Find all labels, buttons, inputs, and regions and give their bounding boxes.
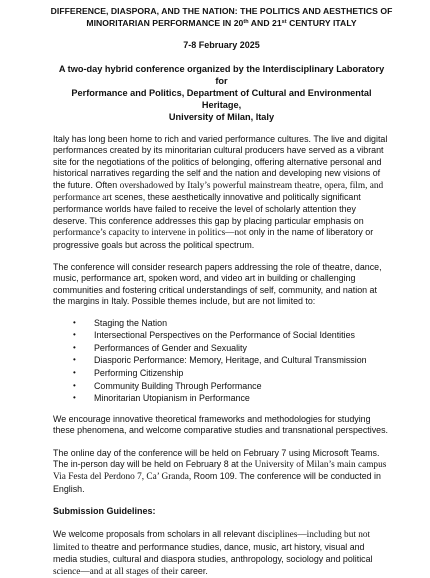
- title-text: MINORITARIAN PERFORMANCE IN 20: [86, 17, 244, 28]
- methodology-paragraph: We encourage innovative theoretical frameworks and methodologies for studying these phenomena, and welcome comparative studies and transnational perspectives.: [53, 413, 388, 436]
- logistics-text: The online day of the conference will be held on February 7 using Microsoft Teams. The in-person day will be held on February 8 at: [53, 447, 380, 470]
- intro-paragraph: [53, 134, 390, 251]
- page-title: [39, 6, 404, 29]
- intro-text-serif: overshadowed by Italy’s powerful mainstream theatre, opera, film, and performance art: [53, 180, 384, 204]
- submission-text: We welcome proposals from scholars in all relevant: [53, 529, 258, 540]
- submission-text: theatre and performance studies, dance, music, art history, visual and media studies, cultural and diaspora studies, anthropology, sociology and political: [53, 541, 373, 565]
- subtitle-line-1: A two-day hybrid conference organized by the Interdisciplinary Laboratory for: [58, 64, 385, 86]
- conference-subtitle: [53, 63, 390, 123]
- conference-date: 7-8 February 2025: [183, 40, 260, 50]
- list-item: [73, 342, 390, 355]
- list-item: [73, 380, 390, 393]
- logistics-text: Room 109. The conference will be conducted in English.: [53, 471, 381, 494]
- bullet-icon: •: [73, 330, 76, 340]
- theme-label: Performing Citizenship: [94, 368, 184, 379]
- theme-label: Diasporic Performance: Memory, Heritage, and Cultural Transmission: [94, 355, 367, 366]
- intro-text: Italy has long been home to rich and varied performance cultures. The live and digital performances created by its minoritarian cultural producers have served as a vibrant site for the negotiations of the politics of belonging, offering alternative personal and historical narratives regarding the self and the nation and developing new visions of the future. Often: [53, 134, 388, 190]
- bullet-icon: •: [73, 393, 76, 403]
- list-item: [73, 392, 390, 405]
- logistics-paragraph: [53, 448, 390, 496]
- theme-label: Minoritarian Utopianism in Performance: [94, 393, 250, 404]
- ordinal-suffix: th: [243, 18, 249, 25]
- subtitle-line-3: University of Milan, Italy: [168, 112, 275, 122]
- intro-text: only in the name of liberatory or progressive goals but across the political spectrum.: [53, 227, 374, 250]
- title-text: CENTURY ITALY: [286, 17, 357, 28]
- submission-heading: Submission Guidelines:: [53, 506, 156, 517]
- logistics-text-serif: the University of Milan’s main campus Via Festa del Perdono 7, Ca’ Granda,: [53, 460, 387, 483]
- bullet-icon: •: [73, 368, 76, 378]
- theme-label: Community Building Through Performance: [94, 380, 262, 391]
- theme-label: Intersectional Perspectives on the Performance of Social Identities: [94, 330, 355, 341]
- list-item: [73, 317, 390, 330]
- submission-paragraph: [53, 529, 390, 578]
- bullet-icon: •: [73, 342, 76, 352]
- subtitle-line-2: Performance and Politics, Department of Cultural and Environmental Heritage,: [71, 88, 372, 110]
- title-line-2: [39, 18, 404, 30]
- theme-label: Staging the Nation: [94, 317, 168, 328]
- intro-text-serif: performance’s capacity to intervene in politics—not: [53, 228, 247, 239]
- list-item: [73, 354, 390, 367]
- title-text: AND 21: [248, 17, 282, 28]
- submission-text-serif: disciplines—including but not limited to: [53, 530, 371, 553]
- title-line-1: DIFFERENCE, DIASPORA, AND THE NATION: THE POLITICS AND AESTHETICS OF: [50, 6, 393, 16]
- submission-text: career.: [178, 565, 208, 576]
- bullet-icon: •: [73, 355, 76, 365]
- list-item: [73, 367, 390, 380]
- submission-text-serif: science—and at all stages of their: [53, 566, 179, 577]
- bullet-icon: •: [73, 380, 76, 390]
- intro-text: scenes, these aesthetically innovative and politically significant performance worlds have failed to receive the level of scholarly attention they deserve. This conference addresses this gap by placing particular emphasis on: [53, 192, 364, 226]
- bullet-icon: •: [73, 317, 76, 327]
- ordinal-suffix: st: [281, 18, 287, 25]
- themes-intro-paragraph: The conference will consider research papers addressing the role of theatre, dance, music, performance art, spoken word, and video art in building or challenging communities and fostering critical understandings of self, community, and nation at the margins in Italy. Possible themes include, but are not limited to:: [53, 262, 382, 307]
- themes-list: [53, 317, 390, 405]
- theme-label: Performances of Gender and Sexuality: [94, 342, 247, 353]
- list-item: [73, 329, 390, 342]
